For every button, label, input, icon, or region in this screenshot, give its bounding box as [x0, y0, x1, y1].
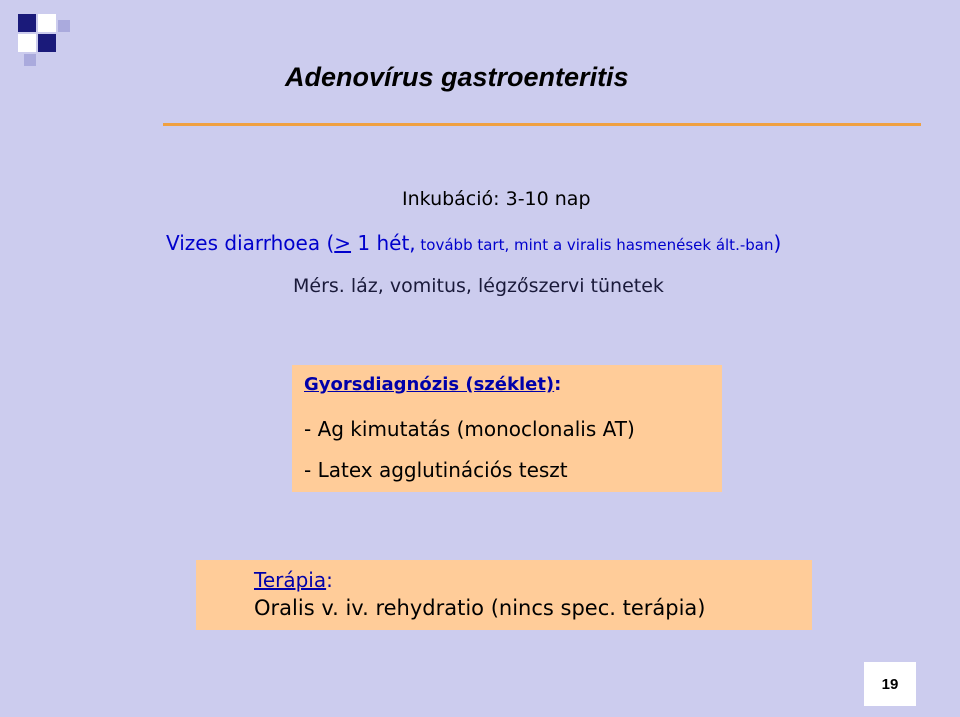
therapy-heading	[254, 568, 333, 592]
rapid-diagnosis-heading-text: Gyorsdiagnózis (széklet)	[304, 374, 555, 395]
rapid-diagnosis-box	[292, 365, 722, 492]
therapy-heading-text: Terápia	[254, 568, 327, 592]
diarrhoea-text	[166, 231, 781, 255]
rapid-diagnosis-colon: :	[554, 374, 562, 395]
therapy-colon: :	[326, 568, 333, 592]
title-underline	[163, 123, 921, 126]
corner-square-mid-1	[58, 20, 70, 32]
diarrhoea-lead: Vizes diarrhoea (	[166, 231, 335, 255]
rapid-diagnosis-item: - Latex agglutinációs teszt	[304, 458, 568, 482]
slide-title: Adenovírus gastroenteritis	[285, 62, 629, 92]
rapid-diagnosis-heading	[304, 374, 561, 395]
diarrhoea-gt-sign: >	[334, 231, 352, 255]
diarrhoea-duration: 1 hét,	[351, 231, 416, 255]
diarrhoea-close: )	[773, 231, 782, 255]
symptoms-text: Mérs. láz, vomitus, légzőszervi tünetek	[293, 275, 664, 297]
rapid-diagnosis-item: - Ag kimutatás (monoclonalis AT)	[304, 417, 635, 441]
corner-square-light-2	[18, 34, 36, 52]
diarrhoea-note: tovább tart, mint a viralis hasmenések ált.-ban	[415, 236, 774, 254]
corner-square-light-1	[38, 14, 56, 32]
corner-square-dark-2	[38, 34, 56, 52]
therapy-box	[196, 560, 812, 630]
corner-square-mid-2	[24, 54, 36, 66]
therapy-text: Oralis v. iv. rehydratio (nincs spec. terápia)	[254, 596, 706, 620]
incubation-text: Inkubáció: 3-10 nap	[402, 188, 591, 210]
corner-square-dark-1	[18, 14, 36, 32]
page-number: 19	[864, 662, 916, 706]
